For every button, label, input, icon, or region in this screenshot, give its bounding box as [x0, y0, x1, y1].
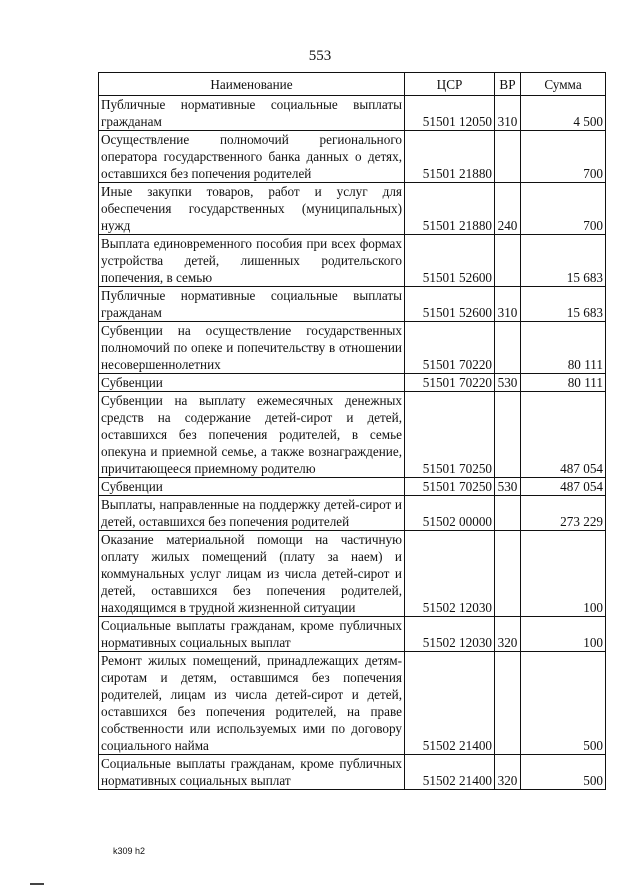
row-vr: [495, 496, 521, 531]
row-sum: 487 054: [521, 392, 606, 478]
row-vr: [495, 131, 521, 183]
row-sum: 100: [521, 617, 606, 652]
row-name: Субвенции на осуществление государственных полномочий по опеке и попечительству в отношении несовершеннолетних: [99, 322, 405, 374]
row-sum: 700: [521, 183, 606, 235]
row-csr: 51502 00000: [405, 496, 495, 531]
row-vr: 320: [495, 617, 521, 652]
footer-code: k309 h2: [113, 846, 146, 856]
table-row: [99, 183, 606, 235]
table-row: [99, 131, 606, 183]
row-sum: 80 111: [521, 322, 606, 374]
header-sum: Сумма: [521, 73, 606, 96]
header-csr: ЦСР: [405, 73, 495, 96]
row-name: Социальные выплаты гражданам, кроме публичных нормативных социальных выплат: [99, 755, 405, 790]
row-vr: [495, 322, 521, 374]
row-name: Субвенции: [99, 374, 405, 392]
row-vr: 530: [495, 374, 521, 392]
row-sum: 15 683: [521, 287, 606, 322]
row-name: Иные закупки товаров, работ и услуг для обеспечения государственных (муниципальных) нужд: [99, 183, 405, 235]
table-row: [99, 617, 606, 652]
table-row: [99, 531, 606, 617]
budget-table: [98, 72, 606, 790]
page-number: 553: [308, 48, 332, 64]
row-sum: 4 500: [521, 96, 606, 131]
row-csr: 51502 12030: [405, 617, 495, 652]
row-csr: 51501 52600: [405, 287, 495, 322]
row-vr: [495, 652, 521, 755]
row-name: Публичные нормативные социальные выплаты гражданам: [99, 287, 405, 322]
row-csr: 51501 12050: [405, 96, 495, 131]
table-row: [99, 322, 606, 374]
row-vr: 530: [495, 478, 521, 496]
row-name: Социальные выплаты гражданам, кроме публичных нормативных социальных выплат: [99, 617, 405, 652]
row-name: Публичные нормативные социальные выплаты гражданам: [99, 96, 405, 131]
header-vr: ВР: [495, 73, 521, 96]
row-name: Выплата единовременного пособия при всех формах устройства детей, лишенных родительского попечения, в семью: [99, 235, 405, 287]
row-name: Выплаты, направленные на поддержку детей-сирот и детей, оставшихся без попечения родителей: [99, 496, 405, 531]
row-vr: 310: [495, 287, 521, 322]
table-row: [99, 652, 606, 755]
table-row: [99, 287, 606, 322]
table-row: [99, 374, 606, 392]
table-row: [99, 392, 606, 478]
row-vr: [495, 235, 521, 287]
row-name: Субвенции на выплату ежемесячных денежных средств на содержание детей-сирот и детей, оставшихся без попечения родителей, в семье опекуна и приемной семье, а также вознаграждение, причитающееся приемному родителю: [99, 392, 405, 478]
row-csr: 51501 70220: [405, 374, 495, 392]
row-csr: 51502 21400: [405, 755, 495, 790]
row-csr: 51501 52600: [405, 235, 495, 287]
row-csr: 51501 70220: [405, 322, 495, 374]
row-name: Ремонт жилых помещений, принадлежащих детям-сиротам и детям, оставшимся без попечения родителей, лицам из числа детей-сирот и детей, оставшихся без попечения родителей, на праве собственности или используемых ими по договору социального найма: [99, 652, 405, 755]
row-name: Осуществление полномочий регионального оператора государственного банка данных о детях, оставшихся без попечения родителей: [99, 131, 405, 183]
row-csr: 51502 12030: [405, 531, 495, 617]
row-sum: 15 683: [521, 235, 606, 287]
table-row: [99, 96, 606, 131]
row-sum: 700: [521, 131, 606, 183]
row-name: Субвенции: [99, 478, 405, 496]
table-row: [99, 496, 606, 531]
row-name: Оказание материальной помощи на частичную оплату жилых помещений (плату за наем) и коммунальных услуг лицам из числа детей-сирот и детей, оставшихся без попечения родителей, находящимся в трудной жизненной ситуации: [99, 531, 405, 617]
header-row: [99, 73, 606, 96]
row-csr: 51501 70250: [405, 392, 495, 478]
table-row: [99, 755, 606, 790]
row-vr: [495, 392, 521, 478]
row-csr: 51501 70250: [405, 478, 495, 496]
row-vr: 240: [495, 183, 521, 235]
row-sum: 487 054: [521, 478, 606, 496]
row-csr: 51501 21880: [405, 183, 495, 235]
row-csr: 51501 21880: [405, 131, 495, 183]
row-sum: 273 229: [521, 496, 606, 531]
row-sum: 500: [521, 652, 606, 755]
row-sum: 80 111: [521, 374, 606, 392]
row-csr: 51502 21400: [405, 652, 495, 755]
row-sum: 100: [521, 531, 606, 617]
table-row: [99, 478, 606, 496]
scan-mark: [30, 883, 44, 885]
table-row: [99, 235, 606, 287]
row-sum: 500: [521, 755, 606, 790]
row-vr: 310: [495, 96, 521, 131]
header-name: Наименование: [99, 73, 405, 96]
row-vr: 320: [495, 755, 521, 790]
row-vr: [495, 531, 521, 617]
